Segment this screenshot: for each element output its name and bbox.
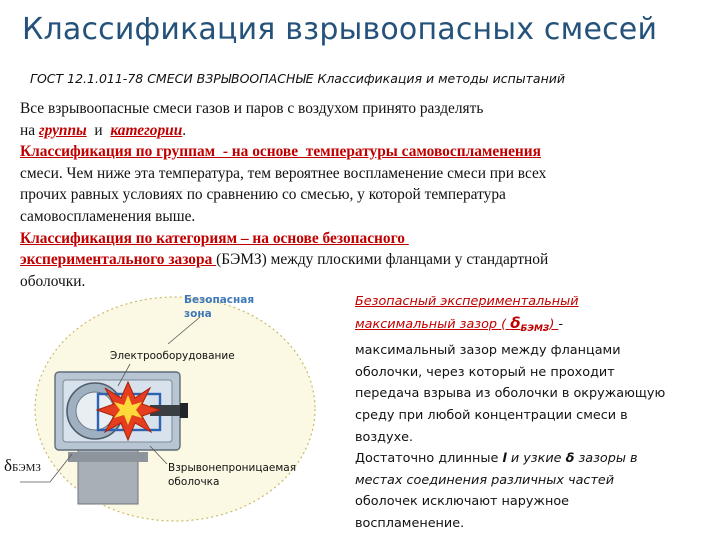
delta-symbol: δ [565,451,575,467]
slide-title: Классификация взрывоопасных смесей [22,12,658,47]
body-line: прочих равных условиях по сравнению со смесью, у которой температура [20,186,506,204]
safe-zone-label-2: зона [184,308,212,320]
definition-line: воспламенение. [355,515,465,531]
groups-term: группы [38,121,87,139]
definition-term: Безопасный экспериментальный [355,294,579,309]
gap-label [4,456,41,476]
body-line: смеси. Чем ниже эта температура, тем вероятнее воспламенение смеси при всех [20,164,547,182]
text: (БЭМЗ) между плоскими фланцами у стандартной [216,251,549,269]
dash: - [558,316,564,332]
delta-subscript: БЭМЗ [520,323,550,334]
text: . [182,121,187,139]
delta-symbol: δ [510,313,521,332]
text: зазоры в [574,451,638,467]
body-line [20,120,700,142]
gost-subtitle: ГОСТ 12.1.011-78 СМЕСИ ВЗРЫВООПАСНЫЕ Классификация и методы испытаний [30,71,566,86]
definition-line: оболочки, через который не проходит [355,364,615,380]
text: ) [549,316,559,332]
groups-heading: Классификация по группам - на основе температуры самовоспламенения [20,143,541,161]
body-line: оболочки. [20,272,86,290]
text: на [20,121,39,139]
text: максимальный зазор ( [355,316,511,332]
body-line [20,249,700,271]
definition-line: максимальный зазор между фланцами [355,343,621,359]
body-text [20,98,700,292]
categories-heading-cont: экспериментального зазора [20,251,217,269]
safe-zone-label: Безопасная [184,294,255,306]
definition-line [355,448,710,470]
definition-line: оболочек исключают наружное [355,494,570,510]
diagram-illustration [0,284,350,534]
definition-term-2 [355,313,559,334]
equipment-label: Электрооборудование [110,350,235,362]
definition-line: воздухе. [355,429,414,445]
definition-line: местах соединения различных частей [355,472,615,488]
length-symbol: l [502,451,507,467]
gap-definition [355,291,710,535]
definition-term-line [355,313,710,341]
delta-subscript: БЭМЗ [12,462,41,474]
categories-heading: Классификация по категориям – на основе безопасного [20,229,409,247]
base-flange [68,452,148,462]
body-line: Все взрывоопасные смеси газов и паров с воздухом принято разделять [20,100,484,117]
shell-label-2: оболочка [168,476,220,488]
body-line: самовоспламенения выше. [20,207,196,225]
delta-symbol: δ [4,456,13,475]
text: и [86,121,111,139]
categories-term: категории [110,121,183,139]
definition-line: среду при любой концентрации смеси в [355,407,628,423]
definition-line: передача взрыва из оболочки в окружающую [355,386,666,402]
flameproof-enclosure-diagram [0,284,350,534]
text: Достаточно длинные [355,451,503,467]
base-block [78,442,138,504]
shaft-end [180,403,188,418]
text: и узкие [506,451,566,467]
shell-label: Взрывонепроницаемая [168,462,297,474]
